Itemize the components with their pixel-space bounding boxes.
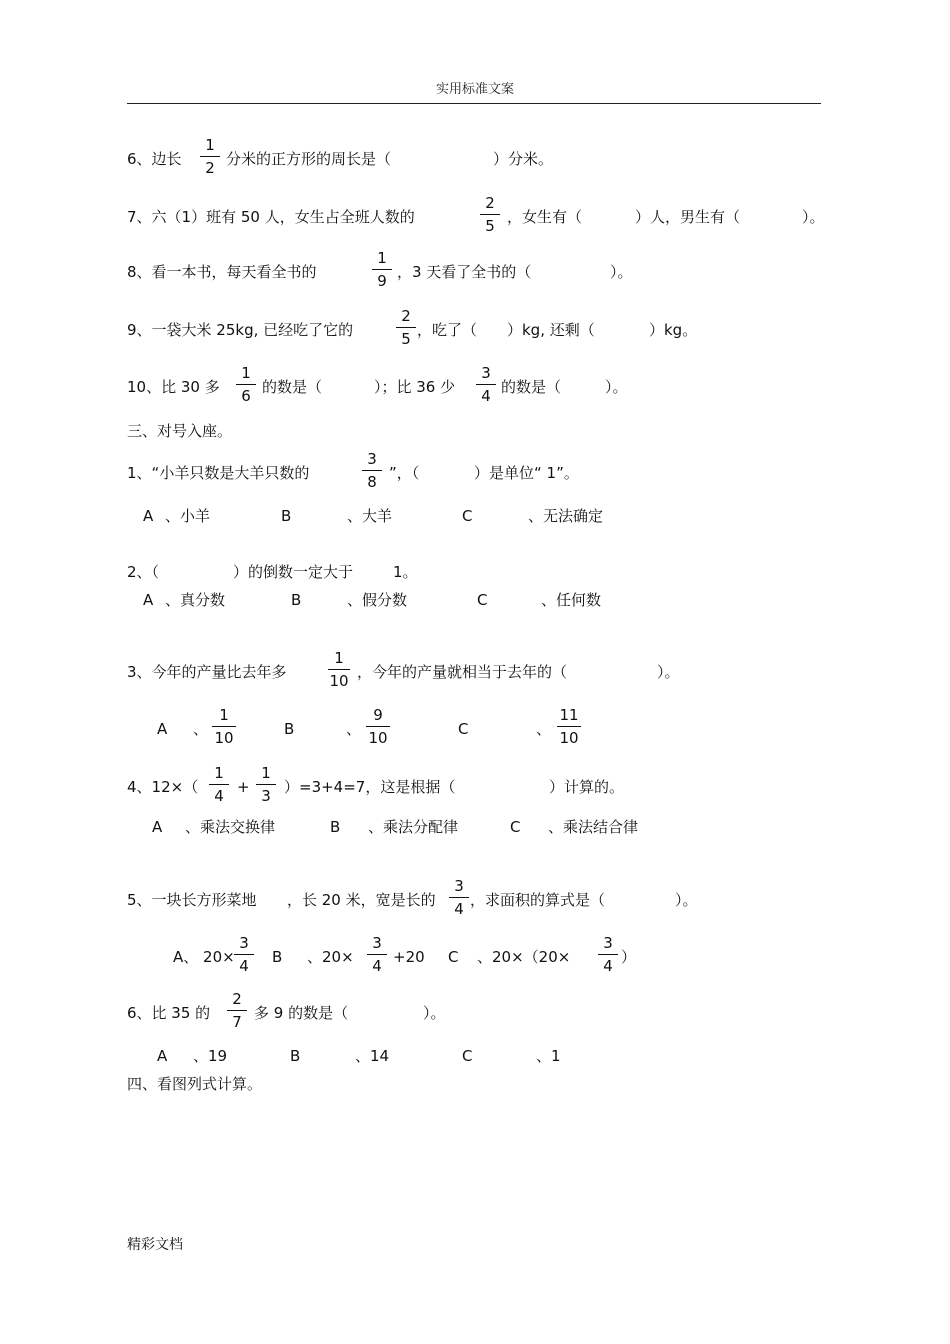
mc4-option-a-letter[interactable]: A [152,818,163,836]
q10-fraction-1: 1 6 [234,364,258,405]
mc6-option-b-text[interactable]: 、14 [355,1047,390,1065]
mc6-option-a-text[interactable]: 、19 [193,1047,228,1065]
section-3-title: 三、对号入座。 [127,422,233,440]
q9-text-a: 9、一袋大米 25kg, 已经吃了它的 [127,321,354,339]
mc2-text-a: 2、（ [127,563,160,581]
mc4-text-b: ）=3+4=7，这是根据（ [284,778,456,796]
mc4-option-b-letter[interactable]: B [330,818,341,836]
page-footer: 精彩文档 [127,1237,183,1253]
q6-text-c: ）分米。 [493,150,554,168]
q8-fraction: 1 9 [370,249,394,290]
mc1-fraction: 3 8 [360,450,384,491]
mc1-option-a-letter[interactable]: A [143,507,154,525]
q10-text-b: 的数是（ [262,378,323,396]
mc6-text-b: 多 9 的数是（ [254,1004,349,1022]
mc6-option-c-letter[interactable]: C [462,1047,473,1065]
mc4-plus: + [237,778,250,796]
mc6-option-a-letter[interactable]: A [157,1047,168,1065]
mc4-option-a-text[interactable]: 、乘法交换律 [185,818,276,836]
q9-text-d: ）kg。 [649,321,698,339]
mc3-option-c-fraction[interactable]: 11 10 [555,706,583,747]
q10-fraction-2: 3 4 [474,364,498,405]
mc4-text-a: 4、12×（ [127,778,199,796]
q7-text-b: ，女生有（ [507,208,583,226]
mc6-text-c: ）。 [423,1004,446,1022]
section-4-title: 四、看图列式计算。 [127,1075,263,1093]
q10-text-a: 10、比 30 多 [127,378,220,396]
page-header: 实用标准文案 [435,82,514,97]
mc6-fraction: 2 7 [225,990,249,1031]
q7-text-a: 7、六（1）班有 50 人，女生占全班人数的 [127,208,415,226]
mc4-fraction-2: 1 3 [254,764,278,805]
q6-text-a: 6、边长 [127,150,182,168]
mc4-fraction-1: 1 4 [207,764,231,805]
mc3-option-b-letter[interactable]: B [284,720,295,738]
q7-text-c: ）人，男生有（ [635,208,741,226]
mc1-option-b-letter[interactable]: B [281,507,292,525]
mc1-option-a-text[interactable]: 、小羊 [165,507,211,525]
mc5-text-d: ）。 [675,891,698,909]
mc5-option-a-fraction[interactable]: 3 4 [232,934,256,975]
mc2-option-a-letter[interactable]: A [143,591,154,609]
mc3-option-a-fraction[interactable]: 1 10 [210,706,238,747]
mc5-text-c: ，求面积的算式是（ [470,891,606,909]
mc5-option-c-letter[interactable]: C [448,948,459,966]
q6-fraction: 1 2 [198,136,222,177]
mc5-option-c-text[interactable]: 、20×（20× [477,948,571,966]
mc4-option-c-letter[interactable]: C [510,818,521,836]
q6-text-b: 分米的正方形的周长是（ [226,150,392,168]
q8-text-b: ，3 天看了全书的（ [397,263,532,281]
mc3-text-a: 3、今年的产量比去年多 [127,663,287,681]
mc3-text-b: ，今年的产量就相当于去年的（ [357,663,568,681]
header-rule [127,103,821,104]
mc5-option-b-fraction[interactable]: 3 4 [365,934,389,975]
q10-text-c: ）；比 36 少 [374,378,456,396]
q8-text-a: 8、看一本书，每天看全书的 [127,263,317,281]
q7-text-d: ）。 [802,208,825,226]
mc6-text-a: 6、比 35 的 [127,1004,211,1022]
mc5-option-b-text[interactable]: 、20× [307,948,354,966]
mc6-option-b-letter[interactable]: B [290,1047,301,1065]
mc3-option-a-sep: 、 [193,720,209,738]
mc2-text-b: ）的倒数一定大于 [233,563,354,581]
mc1-text-b: ”，（ [389,464,420,482]
mc4-option-b-text[interactable]: 、乘法分配律 [368,818,459,836]
mc4-option-c-text[interactable]: 、乘法结合律 [548,818,639,836]
mc3-option-c-sep: 、 [536,720,552,738]
mc1-option-c-text[interactable]: 、无法确定 [528,507,604,525]
mc3-option-c-letter[interactable]: C [458,720,469,738]
mc1-text-c: ）是单位“ 1”。 [474,464,579,482]
mc2-option-b-text[interactable]: 、假分数 [347,591,408,609]
mc2-text-c: 1。 [393,563,418,581]
q7-fraction: 2 5 [478,194,502,235]
mc3-option-b-fraction[interactable]: 9 10 [364,706,392,747]
mc5-option-b-suffix: +20 [393,948,425,966]
mc5-option-a-text[interactable]: A、 20× [173,948,235,966]
mc2-option-a-text[interactable]: 、真分数 [165,591,226,609]
q9-text-b: ，吃了（ [417,321,478,339]
mc5-option-c-fraction[interactable]: 3 4 [596,934,620,975]
q9-text-c: ）kg, 还剩（ [507,321,595,339]
mc6-option-c-text[interactable]: 、1 [536,1047,561,1065]
mc3-text-c: ）。 [657,663,680,681]
mc3-fraction: 1 10 [329,649,349,690]
mc5-option-b-letter[interactable]: B [272,948,283,966]
mc3-option-b-sep: 、 [346,720,362,738]
mc1-option-b-text[interactable]: 、大羊 [347,507,393,525]
mc2-option-b-letter[interactable]: B [291,591,302,609]
q9-fraction: 2 5 [394,307,418,348]
mc5-fraction: 3 4 [447,877,471,918]
mc5-text-a: 5、一块长方形菜地 [127,891,257,909]
q10-text-d: 的数是（ [501,378,562,396]
q10-text-e: ）。 [605,378,628,396]
mc1-text-a: 1、“小羊只数是大羊只数的 [127,464,310,482]
mc2-option-c-letter[interactable]: C [477,591,488,609]
mc1-option-c-letter[interactable]: C [462,507,473,525]
mc3-option-a-letter[interactable]: A [157,720,168,738]
q8-text-c: ）。 [610,263,633,281]
mc4-text-c: ）计算的。 [549,778,625,796]
mc5-text-b: ，长 20 米，宽是长的 [287,891,436,909]
mc2-option-c-text[interactable]: 、任何数 [541,591,602,609]
mc5-option-c-suffix: ） [621,948,637,966]
